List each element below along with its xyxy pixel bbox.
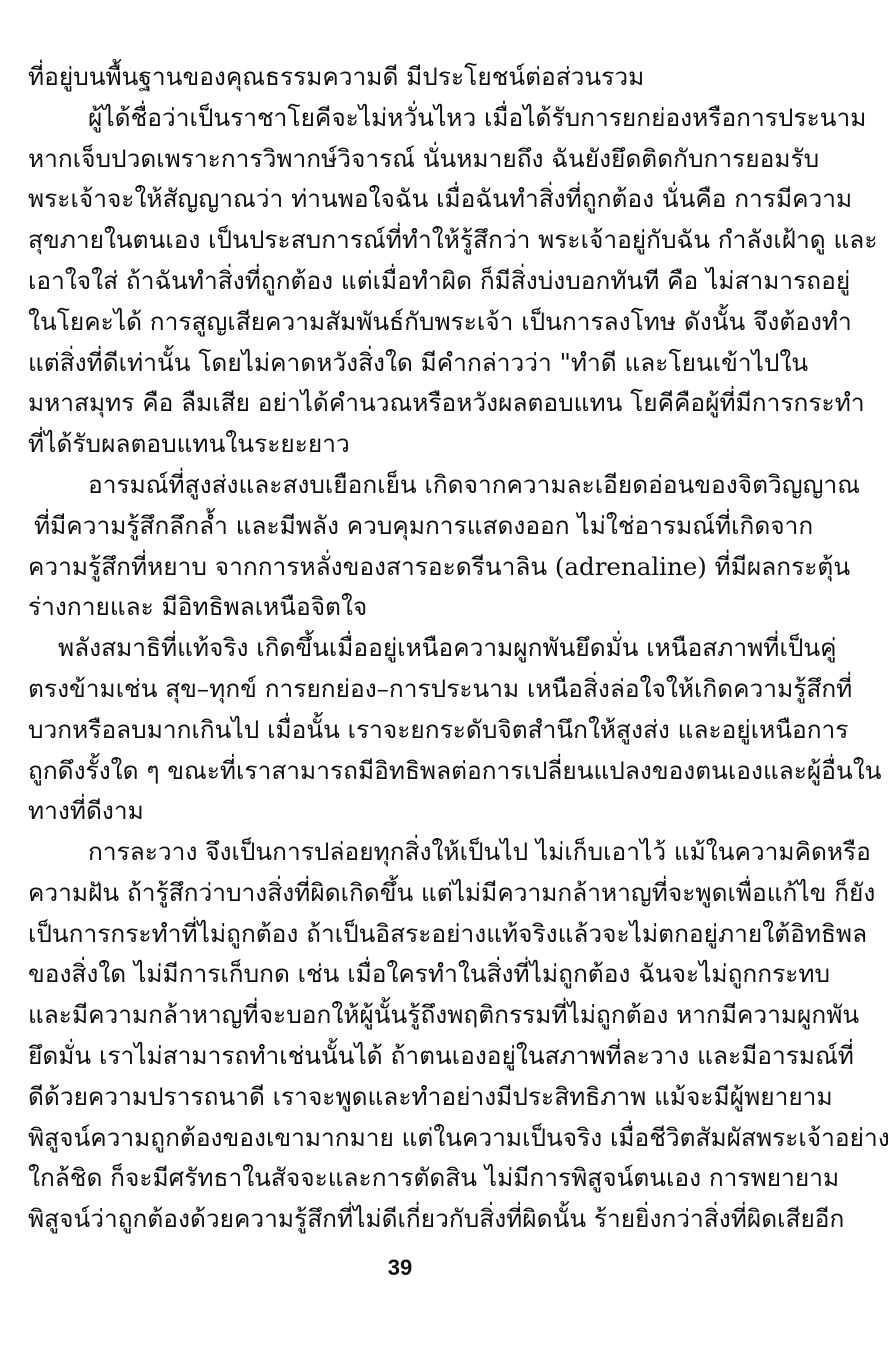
text-line: ของสิ่งใด ไม่มีการเก็บกด เช่น เมื่อใครทำในสิ่งที่ไม่ถูกต้อง ฉันจะไม่ถูกกระทบ <box>28 959 831 989</box>
text-line: ร่างกายและ มีอิทธิพลเหนือจิตใจ <box>28 592 368 622</box>
text-line: ความฝัน ถ้ารู้สึกว่าบางสิ่งที่ผิดเกิดขึ้น แต่ไม่มีความกล้าหาญที่จะพูดเพื่อแก้ไข ก็ยัง <box>28 877 876 907</box>
text-line: เป็นการกระทำที่ไม่ถูกต้อง ถ้าเป็นอิสระอย่างแท้จริงแล้วจะไม่ตกอยู่ภายใต้อิทธิพล <box>28 918 868 948</box>
text-line: ที่มีความรู้สึกลึกล้ำ และมีพลัง ควบคุมการแสดงออก ไม่ใช่อารมณ์ที่เกิดจาก <box>34 510 814 540</box>
text-line: การละวาง จึงเป็นการปล่อยทุกสิ่งให้เป็นไป ไม่เก็บเอาไว้ แม้ในความคิดหรือ <box>88 837 871 867</box>
text-line: ใกล้ชิด ก็จะมีศรัทธาในสัจจะและการตัดสิน ไม่มีการพิสูจน์ตนเอง การพยายาม <box>28 1163 840 1193</box>
page-number: 39 <box>387 1255 413 1280</box>
text-line: ถูกดึงรั้งใด ๆ ขณะที่เราสามารถมีอิทธิพลต่อการเปลี่ยนแปลงของตนเองและผู้อื่นใน <box>28 755 882 785</box>
text-line: บวกหรือลบมากเกินไป เมื่อนั้น เราจะยกระดับจิตสำนึกให้สูงส่ง และอยู่เหนือการ <box>28 714 849 744</box>
text-line: แต่สิ่งที่ดีเท่านั้น โดยไม่คาดหวังสิ่งใด มีคำกล่าวว่า "ทำดี และโยนเข้าไปใน <box>28 347 809 377</box>
text-line: พลังสมาธิที่แท้จริง เกิดขึ้นเมื่ออยู่เหนือความผูกพันยึดมั่น เหนือสภาพที่เป็นคู่ <box>58 633 837 663</box>
text-line: ในโยคะได้ การสูญเสียความสัมพันธ์กับพระเจ้า เป็นการลงโทษ ดังนั้น จึงต้องทำ <box>28 306 852 336</box>
text-line: ตรงข้ามเช่น สุข–ทุกข์ การยกย่อง–การประนาม เหนือสิ่งล่อใจให้เกิดความรู้สึกที่ <box>28 673 853 703</box>
text-line: เอาใจใส่ ถ้าฉันทำสิ่งที่ถูกต้อง แต่เมื่อทำผิด ก็มีสิ่งบ่งบอกทันที คือ ไม่สามารถอยู่ <box>28 266 851 295</box>
text-line: ยึดมั่น เราไม่สามารถทำเช่นนั้นได้ ถ้าตนเองอยู่ในสภาพที่ละวาง และมีอารมณ์ที่ <box>28 1041 854 1070</box>
text-line: มหาสมุทร คือ ลืมเสีย อย่าได้คำนวณหรือหวังผลตอบแทน โยคีคือผู้ที่มีการกระทำ <box>28 388 865 418</box>
text-line: ดีด้วยความปรารถนาดี เราจะพูดและทำอย่างมีประสิทธิภาพ แม้จะมีผู้พยายาม <box>28 1081 833 1111</box>
text-line: ความรู้สึกที่หยาบ จากการหลั่งของสารอะดรีนาลิน (adrenaline) ที่มีผลกระตุ้น <box>28 551 851 581</box>
text-line: หากเจ็บปวดเพราะการวิพากษ์วิจารณ์ นั่นหมายถึง ฉันยังยึดติดกับการยอมรับ <box>28 143 820 173</box>
text-line: ทางที่ดีงาม <box>28 796 144 826</box>
text-line: อารมณ์ที่สูงส่งและสงบเยือกเย็น เกิดจากความละเอียดอ่อนของจิตวิญญาณ <box>88 469 860 499</box>
text-line: พิสูจน์ความถูกต้องของเขามากมาย แต่ในความเป็นจริง เมื่อชีวิตสัมผัสพระเจ้าอย่าง <box>28 1122 890 1152</box>
text-line: สุขภายในตนเอง เป็นประสบการณ์ที่ทำให้รู้สึกว่า พระเจ้าอยู่กับฉัน กำลังเฝ้าดู และ <box>28 225 878 255</box>
text-line: ที่ได้รับผลตอบแทนในระยะยาว <box>28 429 350 459</box>
text-line: และมีความกล้าหาญที่จะบอกให้ผู้นั้นรู้ถึงพฤติกรรมที่ไม่ถูกต้อง หากมีความผูกพัน <box>28 1000 860 1030</box>
text-line: ที่อยู่บนพื้นฐานของคุณธรรมความดี มีประโยชน์ต่อส่วนรวม <box>28 62 645 91</box>
text-line: ผู้ได้ชื่อว่าเป็นราชาโยคีจะไม่หวั่นไหว เมื่อได้รับการยกย่องหรือการประนาม <box>88 102 867 132</box>
text-line: พระเจ้าจะให้สัญญาณว่า ท่านพอใจฉัน เมื่อฉันทำสิ่งที่ถูกต้อง นั่นคือ การมีความ <box>28 184 853 214</box>
text-line: พิสูจน์ว่าถูกต้องด้วยความรู้สึกที่ไม่ดีเกี่ยวกับสิ่งที่ผิดนั้น ร้ายยิ่งกว่าสิ่งที่ผิดเสียอีก <box>28 1204 845 1234</box>
